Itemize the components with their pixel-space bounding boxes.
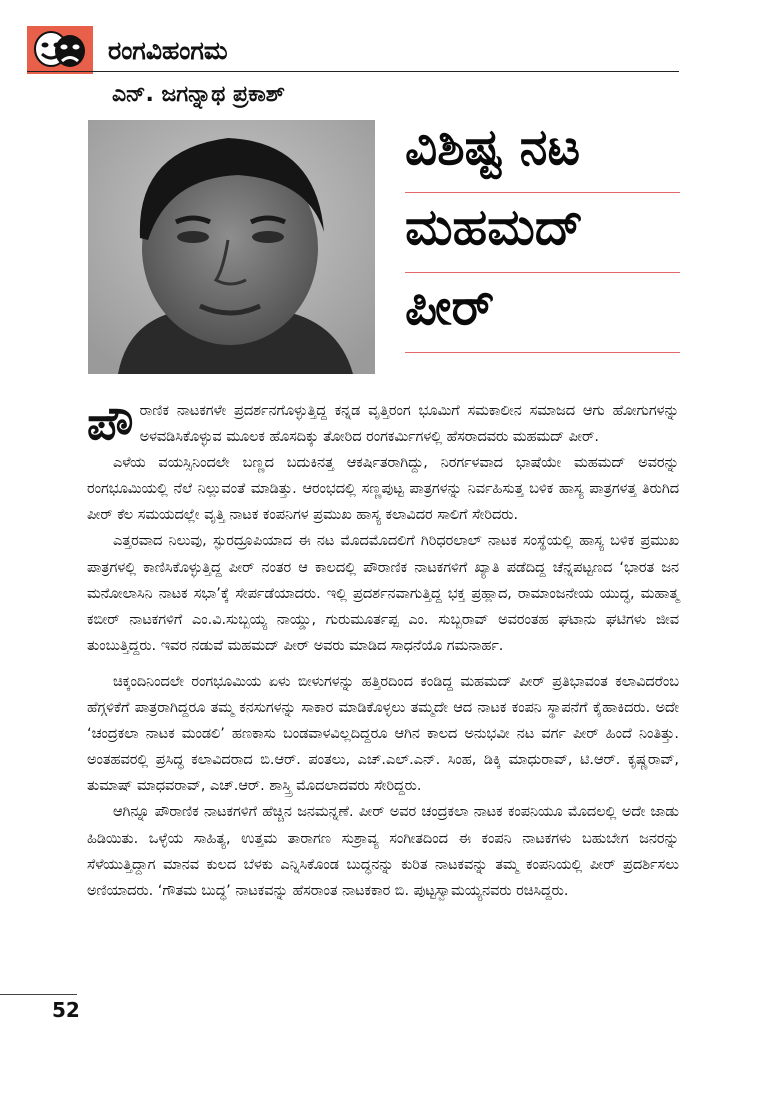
paragraph: ಎಳೆಯ ವಯಸ್ಸಿನಿಂದಲೇ ಬಣ್ಣದ ಬದುಕಿನತ್ತ ಆಕರ್ಷಿತರಾಗಿದ್ದು, ನಿರರ್ಗಳವಾದ ಭಾಷೆಯೇ ಮಹಮದ್ ಅವರನ್ನು ರಂಗಭೂಮಿಯಲ್ಲಿ ನೆಲೆ ನಿಲ್ಲುವಂತೆ ಮಾಡಿತ್ತು. ಆರಂಭದಲ್ಲಿ ಸಣ್ಣಪುಟ್ಟ ಪಾತ್ರಗಳನ್ನು ನಿರ್ವಹಿಸುತ್ತ ಬಳಿಕ ಹಾಸ್ಯ ಪಾತ್ರಗಳತ್ತ ತಿರುಗಿದ ಪೀರ್ ಕೆಲ ಸಮಯದಲ್ಲೇ ವೃತ್ತಿ ನಾಟಕ ಕಂಪನಿಗಳ ಪ್ರಮುಖ ಹಾಸ್ಯ ಕಲಾವಿದರ ಸಾಲಿಗೆ ಸೇರಿದರು.: [87, 455, 679, 524]
portrait-photo: [88, 120, 375, 374]
theatre-masks-icon: [27, 26, 93, 74]
section-title: ರಂಗವಿಹಂಗಮ: [108, 36, 228, 65]
paragraph: ಪೌರಾಣಿಕ ನಾಟಕಗಳೇ ಪ್ರದರ್ಶನಗೊಳ್ಳುತ್ತಿದ್ದ ಕನ್ನಡ ವೃತ್ತಿರಂಗ ಭೂಮಿಗೆ ಸಮಕಾಲೀನ ಸಮಾಜದ ಆಗು ಹೋಗುಗಳನ್ನು ಅಳವಡಿಸಿಕೊಳ್ಳುವ ಮೂಲಕ ಹೊಸದಿಕ್ಕು ತೋರಿದ ರಂಗಕರ್ಮಿಗಳಲ್ಲಿ ಹೆಸರಾದವರು ಮಹಮದ್ ಪೀರ್.: [87, 396, 679, 450]
headline-line: ಮಹಮದ್: [405, 193, 680, 273]
drop-cap: ಪೌ: [87, 396, 134, 450]
headline: [405, 110, 680, 353]
footer-divider: [0, 994, 77, 995]
headline-line: ವಿಶಿಷ್ಟ ನಟ: [405, 110, 680, 193]
page-number: 52: [52, 998, 80, 1022]
article-body: [87, 398, 679, 904]
headline-line: ಪೀರ್: [405, 273, 680, 353]
paragraph: ಎತ್ತರವಾದ ನಿಲುವು, ಸ್ಫುರದ್ರೂಪಿಯಾದ ಈ ನಟ ಮೊದಮೊದಲಿಗೆ ಗಿರಿಧರಲಾಲ್ ನಾಟಕ ಸಂಸ್ಥೆಯಲ್ಲಿ ಹಾಸ್ಯ ಬಳಿಕ ಪ್ರಮುಖ ಪಾತ್ರಗಳಲ್ಲಿ ಕಾಣಿಸಿಕೊಳ್ಳುತ್ತಿದ್ದ ಪೀರ್ ನಂತರ ಆ ಕಾಲದಲ್ಲಿ ಪೌರಾಣಿಕ ನಾಟಕಗಳಿಗೆ ಖ್ಯಾತಿ ಪಡೆದಿದ್ದ ಚೆನ್ನಪಟ್ಟಣದ ‘ಭಾರತ ಜನ ಮನೋಲಾಸಿನಿ ನಾಟಕ ಸಭಾ’ಕ್ಕೆ ಸೇರ್ಪಡೆಯಾದರು. ಇಲ್ಲಿ ಪ್ರದರ್ಶನವಾಗುತ್ತಿದ್ದ ಭಕ್ತ ಪ್ರಹ್ಲಾದ, ರಾಮಾಂಜನೇಯ ಯುದ್ಧ, ಮಹಾತ್ಮ ಕಬೀರ್ ನಾಟಕಗಳಿಗೆ ಎಂ.ವಿ.ಸುಬ್ಬಯ್ಯ ನಾಯ್ಡು, ಗುರುಮೂರ್ತಪ್ಪ ಎಂ. ಸುಬ್ಬರಾವ್ ಅವರಂತಹ ಘಟಾನು ಘಟಿಗಳು ಜೀವ ತುಂಬುತ್ತಿದ್ದರು. ಇವರ ನಡುವೆ ಮಹಮದ್ ಪೀರ್ ಅವರು ಮಾಡಿದ ಸಾಧನೆಯೊ ಗಮನಾರ್ಹ.: [87, 533, 679, 654]
paragraph: ಆಗಿನ್ನೂ ಪೌರಾಣಿಕ ನಾಟಕಗಳಿಗೆ ಹೆಚ್ಚಿನ ಜನಮನ್ನಣೆ. ಪೀರ್ ಅವರ ಚಂದ್ರಕಲಾ ನಾಟಕ ಕಂಪನಿಯೂ ಮೊದಲಲ್ಲಿ ಅದೇ ಜಾಡು ಹಿಡಿಯಿತು. ಒಳ್ಳೆಯ ಸಾಹಿತ್ಯ, ಉತ್ತಮ ತಾರಾಗಣ ಸುಶ್ರಾವ್ಯ ಸಂಗೀತದಿಂದ ಈ ಕಂಪನಿ ನಾಟಕಗಳು ಬಹುಬೇಗ ಜನರನ್ನು ಸೆಳೆಯುತ್ತಿದ್ದಾಗ ಮಾನವ ಕುಲದ ಬೆಳಕು ಎನ್ನಿಸಿಕೊಂಡ ಬುದ್ಧನನ್ನು ಕುರಿತ ನಾಟಕವನ್ನು ತಮ್ಮ ಕಂಪನಿಯಲ್ಲಿ ಪೀರ್ ಪ್ರದರ್ಶಿಸಲು ಅಣಿಯಾದರು. ‘ಗೌತಮ ಬುದ್ಧ’ ನಾಟಕವನ್ನು ಹೆಸರಾಂತ ನಾಟಕಕಾರ ಬಿ. ಪುಟ್ಟಸ್ವಾಮಯ್ಯನವರು ರಚಿಸಿದ್ದರು.: [87, 804, 679, 899]
header-divider: [27, 71, 679, 72]
paragraph: ಚಿಕ್ಕಂದಿನಿಂದಲೇ ರಂಗಭೂಮಿಯ ಏಳು ಬೀಳುಗಳನ್ನು ಹತ್ತಿರದಿಂದ ಕಂಡಿದ್ದ ಮಹಮದ್ ಪೀರ್ ಪ್ರತಿಭಾವಂತ ಕಲಾವಿದರೆಂಬ ಹೆಗ್ಗಳಿಕೆಗೆ ಪಾತ್ರರಾಗಿದ್ದರೂ ತಮ್ಮ ಕನಸುಗಳನ್ನು ಸಾಕಾರ ಮಾಡಿಕೊಳ್ಳಲು ತಮ್ಮದೇ ಆದ ನಾಟಕ ಕಂಪನಿ ಸ್ಥಾಪನೆಗೆ ಕೈಹಾಕಿದರು. ಅದೇ ‘ಚಂದ್ರಕಲಾ ನಾಟಕ ಮಂಡಲಿ’ ಹಣಕಾಸು ಬಂಡವಾಳವಿಲ್ಲದಿದ್ದರೂ ಆಗಿನ ಕಾಲದ ಅನುಭವೀ ನಟ ವರ್ಗ ಪೀರ್ ಹಿಂದೆ ನಿಂತಿತ್ತು. ಅಂತಹವರಲ್ಲಿ ಪ್ರಸಿದ್ಧ ಕಲಾವಿದರಾದ ಬಿ.ಆರ್. ಪಂತಲು, ಎಚ್.ಎಲ್.ಎನ್. ಸಿಂಹ, ಡಿಕ್ಕಿ ಮಾಧುರಾವ್, ಟಿ.ಆರ್. ಕೃಷ್ಣರಾವ್, ತುಮಾಷ್ ಮಾಧವರಾವ್, ಎಚ್.ಆರ್. ಶಾಸ್ತ್ರಿ ಮೊದಲಾದವರು ಸೇರಿದ್ದರು.: [87, 673, 679, 795]
author-byline: ಎನ್. ಜಗನ್ನಾಥ ಪ್ರಕಾಶ್: [112, 82, 285, 107]
